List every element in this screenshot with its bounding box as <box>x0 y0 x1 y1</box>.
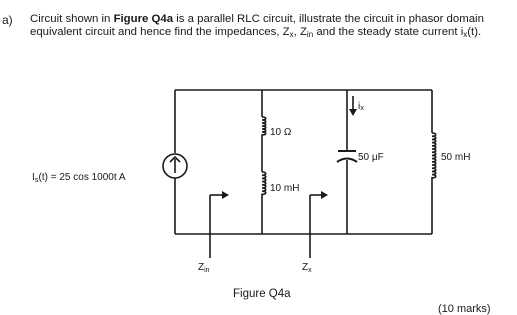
inductor-50mh <box>432 133 436 178</box>
current-source <box>163 154 187 178</box>
zx-label: $Z_x$ <box>302 262 312 274</box>
circuit-wires <box>175 90 432 234</box>
inductor2-label: 50 mH <box>441 152 471 163</box>
question-part-label: a) <box>2 13 13 27</box>
ix-label: ix <box>358 101 364 112</box>
resistor-label: 10 Ω <box>270 127 292 138</box>
figure-reference: Figure Q4a <box>113 13 174 25</box>
capacitor-label: 50 μF <box>358 152 384 163</box>
marks-label: (10 marks) <box>438 303 491 315</box>
inductor1-label: 10 mH <box>270 183 300 194</box>
inductor-10mh <box>262 172 266 198</box>
source-label: $I_s(t) = 25$ cos 1000t A <box>32 172 126 184</box>
figure-caption: Figure Q4a <box>233 288 291 300</box>
question-text: Circuit shown in Figure Q4a is a parallel RLC circuit, illustrate the circuit in phasor domain equivalent circuit and hence find the impedances, $Z_x$, $Z_{in}$ and the steady state current $i_x(t)$. <box>30 13 484 39</box>
zx-arrow <box>310 191 328 258</box>
zin-arrow <box>210 191 229 258</box>
zin-label: $Z_{in}$ <box>198 262 210 274</box>
resistor <box>262 117 266 138</box>
ix-arrow <box>349 96 357 116</box>
